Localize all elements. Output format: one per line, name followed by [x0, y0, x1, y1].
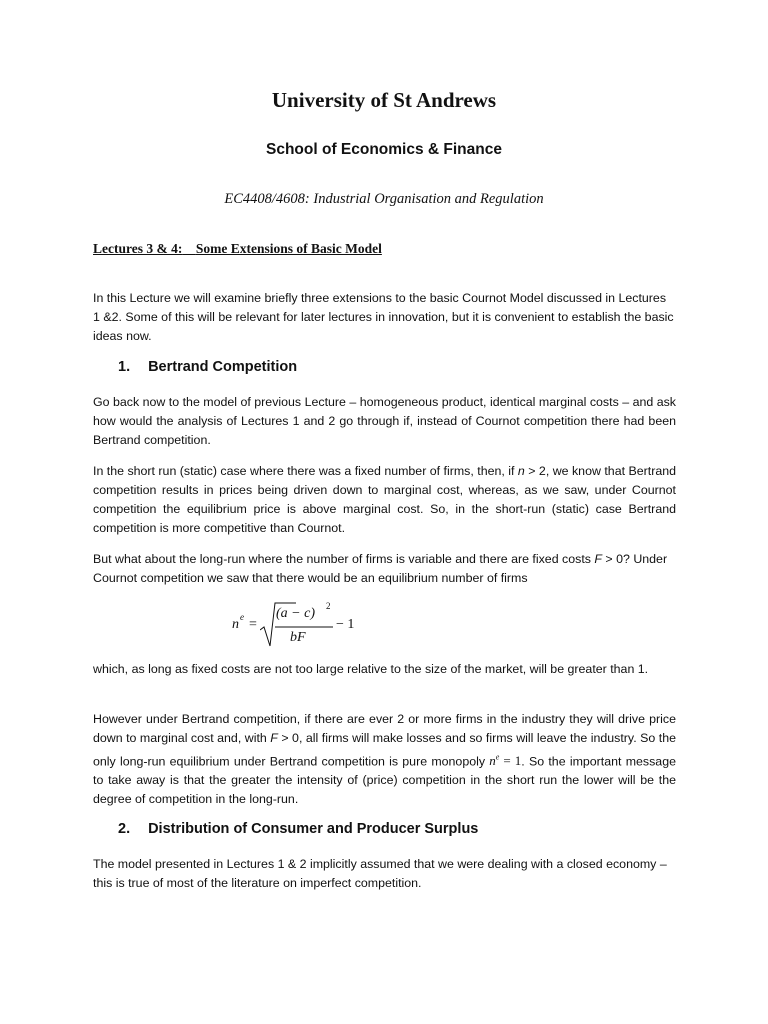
section-2-paragraph-1: The model presented in Lectures 1 & 2 implicitly assumed that we were dealing with a closed economy – this is true of most of the literature on imperfect competition.	[93, 857, 667, 890]
section-1-number: 1.	[118, 359, 131, 375]
section-1-paragraph-3: But what about the long-run where the number of firms is variable and there are fixed costs F > 0? Under Cournot competition we saw that there would be an equilibrium number of firms	[93, 552, 668, 585]
equilibrium-equation	[232, 600, 372, 652]
equation-lhs-sup: e	[240, 612, 244, 622]
section-2-heading	[118, 821, 478, 837]
section-1-heading	[118, 359, 297, 375]
lecture-heading	[93, 241, 382, 257]
section-1-paragraph-1: Go back now to the model of previous Lecture – homogeneous product, identical marginal costs – and ask how would the analysis of Lectures 1 and 2 go through if, instead of Cournot competition there had been Bertrand competition.	[93, 395, 676, 447]
section-2-number: 2.	[118, 821, 131, 837]
equation-equals: =	[249, 617, 257, 632]
section-1-paragraph-4: which, as long as fixed costs are not too large relative to the size of the market, will be greater than 1.	[93, 662, 649, 676]
section-1-title: Bertrand Competition	[148, 359, 298, 375]
equation-denominator: bF	[290, 630, 306, 645]
equation-numerator-sup: 2	[326, 601, 331, 611]
course-title: EC4408/4608: Industrial Organisation and Regulation	[224, 191, 544, 207]
lecture-label: Lectures 3 & 4:	[93, 241, 183, 256]
university-title: University of St Andrews	[271, 88, 497, 112]
section-1-paragraph-5: However under Bertrand competition, if there are ever 2 or more firms in the industry they will drive price down to marginal cost and, with F > 0, all firms will make losses and so firms will leave the industry. So the only long-run equilibrium under Bertrand competition is pure monopoly $n^e = 1$. So the important message to take away is that the greater the intensity of (price) competition in the short run the lower will be the degree of competition in the long-run.	[93, 712, 676, 807]
section-2-title: Distribution of Consumer and Producer Surplus	[148, 821, 479, 837]
inline-equation: $n^e = 1$	[489, 753, 522, 769]
intro-paragraph: In this Lecture we will examine briefly three extensions to the basic Cournot Model discussed in Lectures 1 &2. Some of this will be relevant for later lectures in innovation, but it is convenient to establish the basic ideas now.	[93, 291, 674, 343]
lecture-title: Some Extensions of Basic Model	[195, 241, 382, 256]
equation-lhs: n	[232, 617, 239, 632]
section-1-paragraph-2: In the short run (static) case where there was a fixed number of firms, then, if n > 2, we know that Bertrand competition results in prices being driven down to marginal cost, whereas, as we saw, under Cournot competition the equilibrium price is above marginal cost. So, in the short-run (static) case Bertrand competition is more competitive than Cournot.	[93, 464, 676, 535]
fraction-bar	[275, 626, 335, 628]
equation-minus-one: − 1	[336, 617, 355, 632]
equation-numerator: (a − c)	[276, 606, 315, 621]
school-title: School of Economics & Finance	[266, 141, 502, 158]
